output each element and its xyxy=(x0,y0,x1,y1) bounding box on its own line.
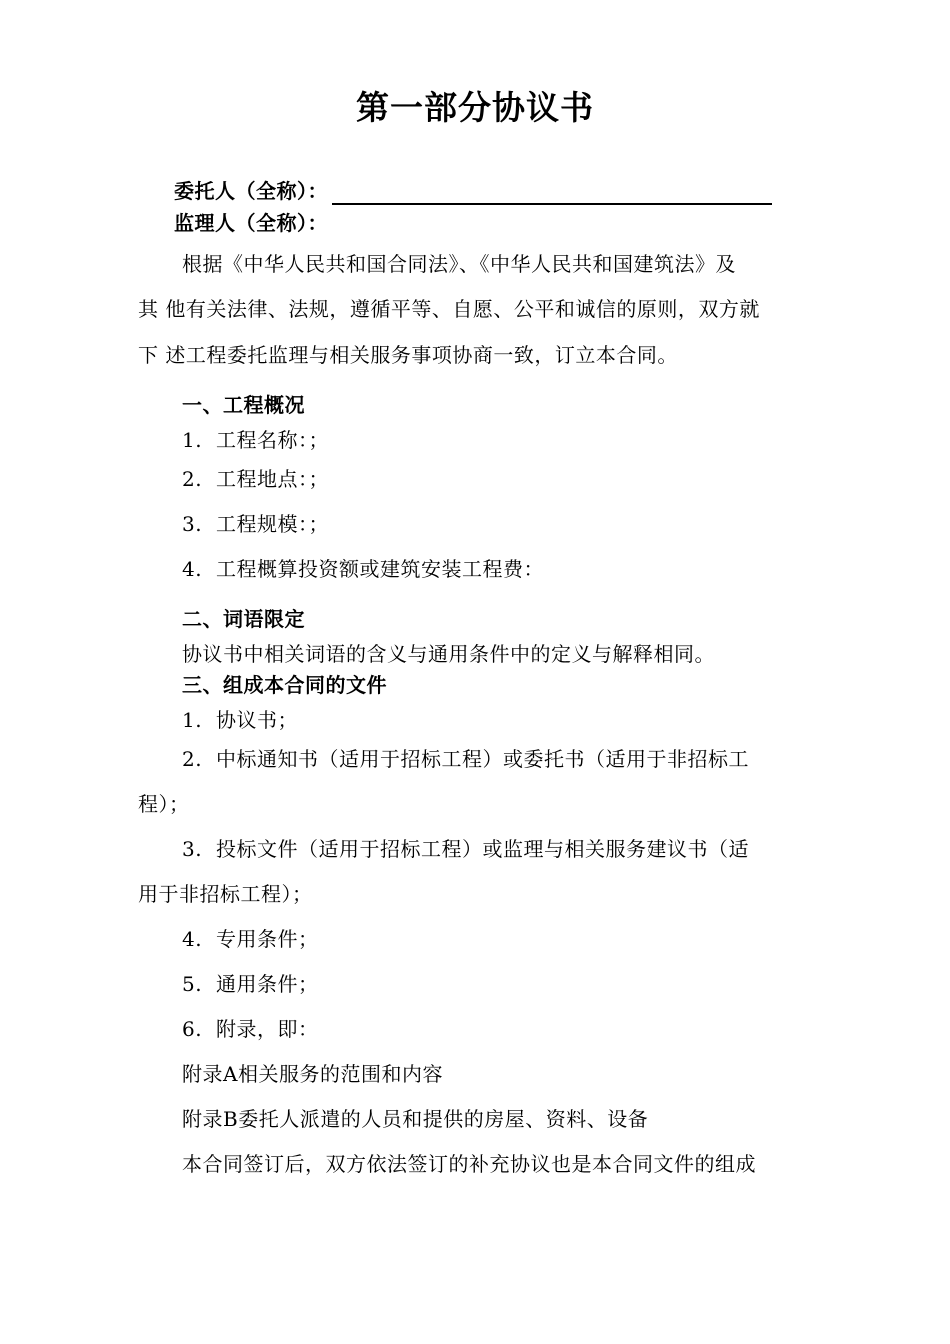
section-1-heading: 一、工程概况 xyxy=(182,393,305,417)
preamble-line-1: 根据《中华人民共和国合同法》、《中华人民共和国建筑法》及 xyxy=(182,252,736,276)
section-2-heading: 二、词语限定 xyxy=(182,607,305,631)
appendix-b: 附录B委托人派遣的人员和提供的房屋、资料、设备 xyxy=(182,1107,649,1131)
supervisor-label: 监理人（全称）： xyxy=(174,211,328,235)
section-2-body: 协议书中相关词语的含义与通用条件中的定义与解释相同。 xyxy=(182,642,715,666)
list-item: 3. 投标文件（适用于招标工程）或监理与相关服务建议书（适 xyxy=(182,837,749,861)
list-item: 2. 中标通知书（适用于招标工程）或委托书（适用于非招标工 xyxy=(182,747,749,771)
list-item: 3. 工程规模：； xyxy=(182,512,329,536)
list-item: 6. 附录，即： xyxy=(182,1017,319,1041)
list-item-continuation: 用于非招标工程）； xyxy=(138,882,313,906)
list-item: 4. 工程概算投资额或建筑安装工程费： xyxy=(182,557,544,581)
preamble-line-3: 下 述工程委托监理与相关服务事项协商一致，订立本合同。 xyxy=(138,343,678,367)
closing-paragraph: 本合同签订后，双方依法签订的补充协议也是本合同文件的组成 xyxy=(182,1152,756,1176)
client-name-blank xyxy=(332,177,772,205)
section-3-heading: 三、组成本合同的文件 xyxy=(182,673,387,697)
page-title: 第一部分协议书 xyxy=(356,88,594,127)
appendix-a: 附录A相关服务的范围和内容 xyxy=(182,1062,443,1086)
preamble-line-2: 其 他有关法律、法规，遵循平等、自愿、公平和诚信的原则，双方就 xyxy=(138,297,760,321)
list-item: 1. 协议书； xyxy=(182,708,298,732)
list-item: 5. 通用条件； xyxy=(182,972,319,996)
list-item-continuation: 程）； xyxy=(138,792,190,816)
list-item: 2. 工程地点：； xyxy=(182,467,329,491)
list-item: 1. 工程名称：； xyxy=(182,428,329,452)
client-field xyxy=(174,177,772,205)
list-item: 4. 专用条件； xyxy=(182,927,319,951)
client-label: 委托人（全称）： xyxy=(174,179,328,203)
